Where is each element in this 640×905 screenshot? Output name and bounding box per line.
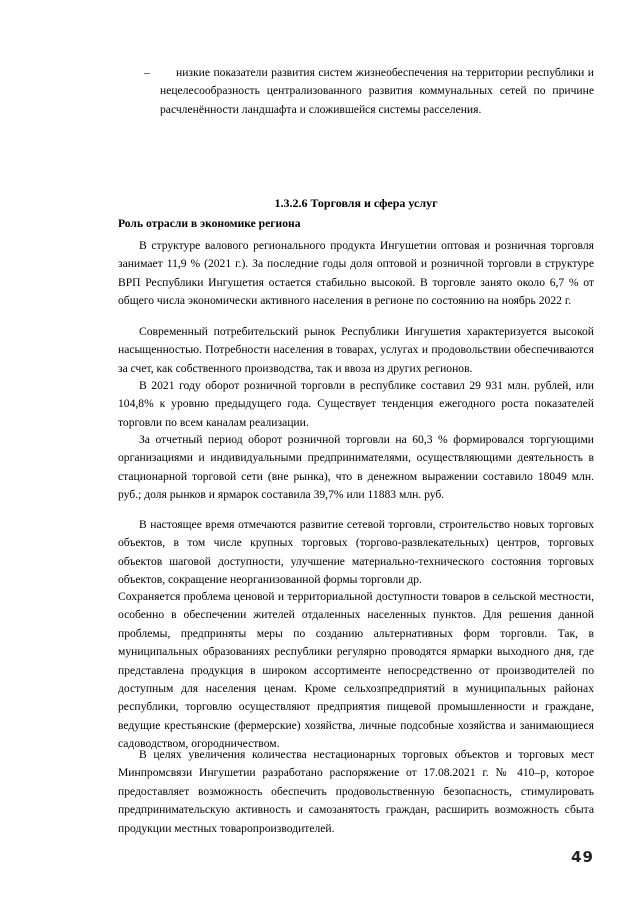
paragraph-retail-turnover: В 2021 году оборот розничной торговли в республике составил 29 931 млн. рублей, или 104,8% к уровню предыдущего года. Существует тенденция ежегодного роста показателей торговли по всем каналам реализации. <box>118 379 594 429</box>
list-item-text: низкие показатели развития систем жизнеобеспечения на территории республики и нецелесообразность централизованного развития коммунальных сетей по причине расчленённости ландшафта и сложившейся системы расселения. <box>160 66 594 116</box>
list-marker: – <box>144 66 150 79</box>
paragraph-order: В целях увеличения количества нестационарных торговых объектов и торговых мест Минпромсвязи Ингушетии разработано распоряжение от 17.08.2021 г. № 410–р, которое предоставляет возможность обеспечить продовольственную безопасность, стимулировать предпринимательскую активность и самозанятость граждан, расширить возможность сбыта продукции местных товаропроизводителей. <box>118 748 594 835</box>
paragraph-network-trade: В настоящее время отмечаются развитие сетевой торговли, строительство новых торговых объектов, в том числе крупных торговых (торгово-развлекательных) центров, торговых объектов шаговой доступности, улучшение материально-технического состояния торговых объектов, сокращение неорганизованной формы торговли др. <box>118 518 594 587</box>
paragraph-consumer-market: Современный потребительский рынок Республики Ингушетия характеризуется высокой насыщенностью. Потребности населения в товарах, услугах и продовольствии обеспечиваются за счет, как собственного производства, так и ввоза из других регионов. <box>118 325 594 375</box>
list-item <box>144 64 594 119</box>
page-number: 49 <box>571 848 594 866</box>
subsection-heading: Роль отрасли в экономике региона <box>118 217 301 230</box>
paragraph-reporting-period: За отчетный период оборот розничной торговли на 60,3 % формировался торгующими организациями и индивидуальными предпринимателями, осуществляющими деятельность в стационарной торговой сети (вне рынка), что в денежном выражении составило 18049 млн. руб.; доля рынков и ярмарок составила 39,7% или 11883 млн. руб. <box>118 433 594 502</box>
section-heading: 1.3.2.6 Торговля и сфера услуг <box>274 196 438 210</box>
paragraph-gross-product: В структуре валового регионального продукта Ингушетии оптовая и розничная торговля занимает 11,9 % (2021 г.). За последние годы доля оптовой и розничной торговли в структуре ВРП Республики Ингушетия остается стабильно высокой. В торговле занято около 6,7 % от общего числа экономически активного населения в регионе по состоянию на ноябрь 2022 г. <box>118 239 594 308</box>
paragraph-rural-access: Сохраняется проблема ценовой и территориальной доступности товаров в сельской местности, особенно в обеспечении жителей отдаленных населенных пунктов. Для решения данной проблемы, предприняты меры по созданию альтернативных форм торговли. Так, в муниципальных образованиях республики регулярно проводятся ярмарки выходного дня, где представлена продукция в широком ассортименте непосредственно от производителей по доступным для населения ценам. Кроме сельхозпредприятий в муниципальных районах республики, торговлю осуществляют предприятия пищевой промышленности и граждане, ведущие крестьянские (фермерские) хозяйства, личные подсобные хозяйства и занимающиеся садоводством, огородничеством. <box>118 590 594 751</box>
